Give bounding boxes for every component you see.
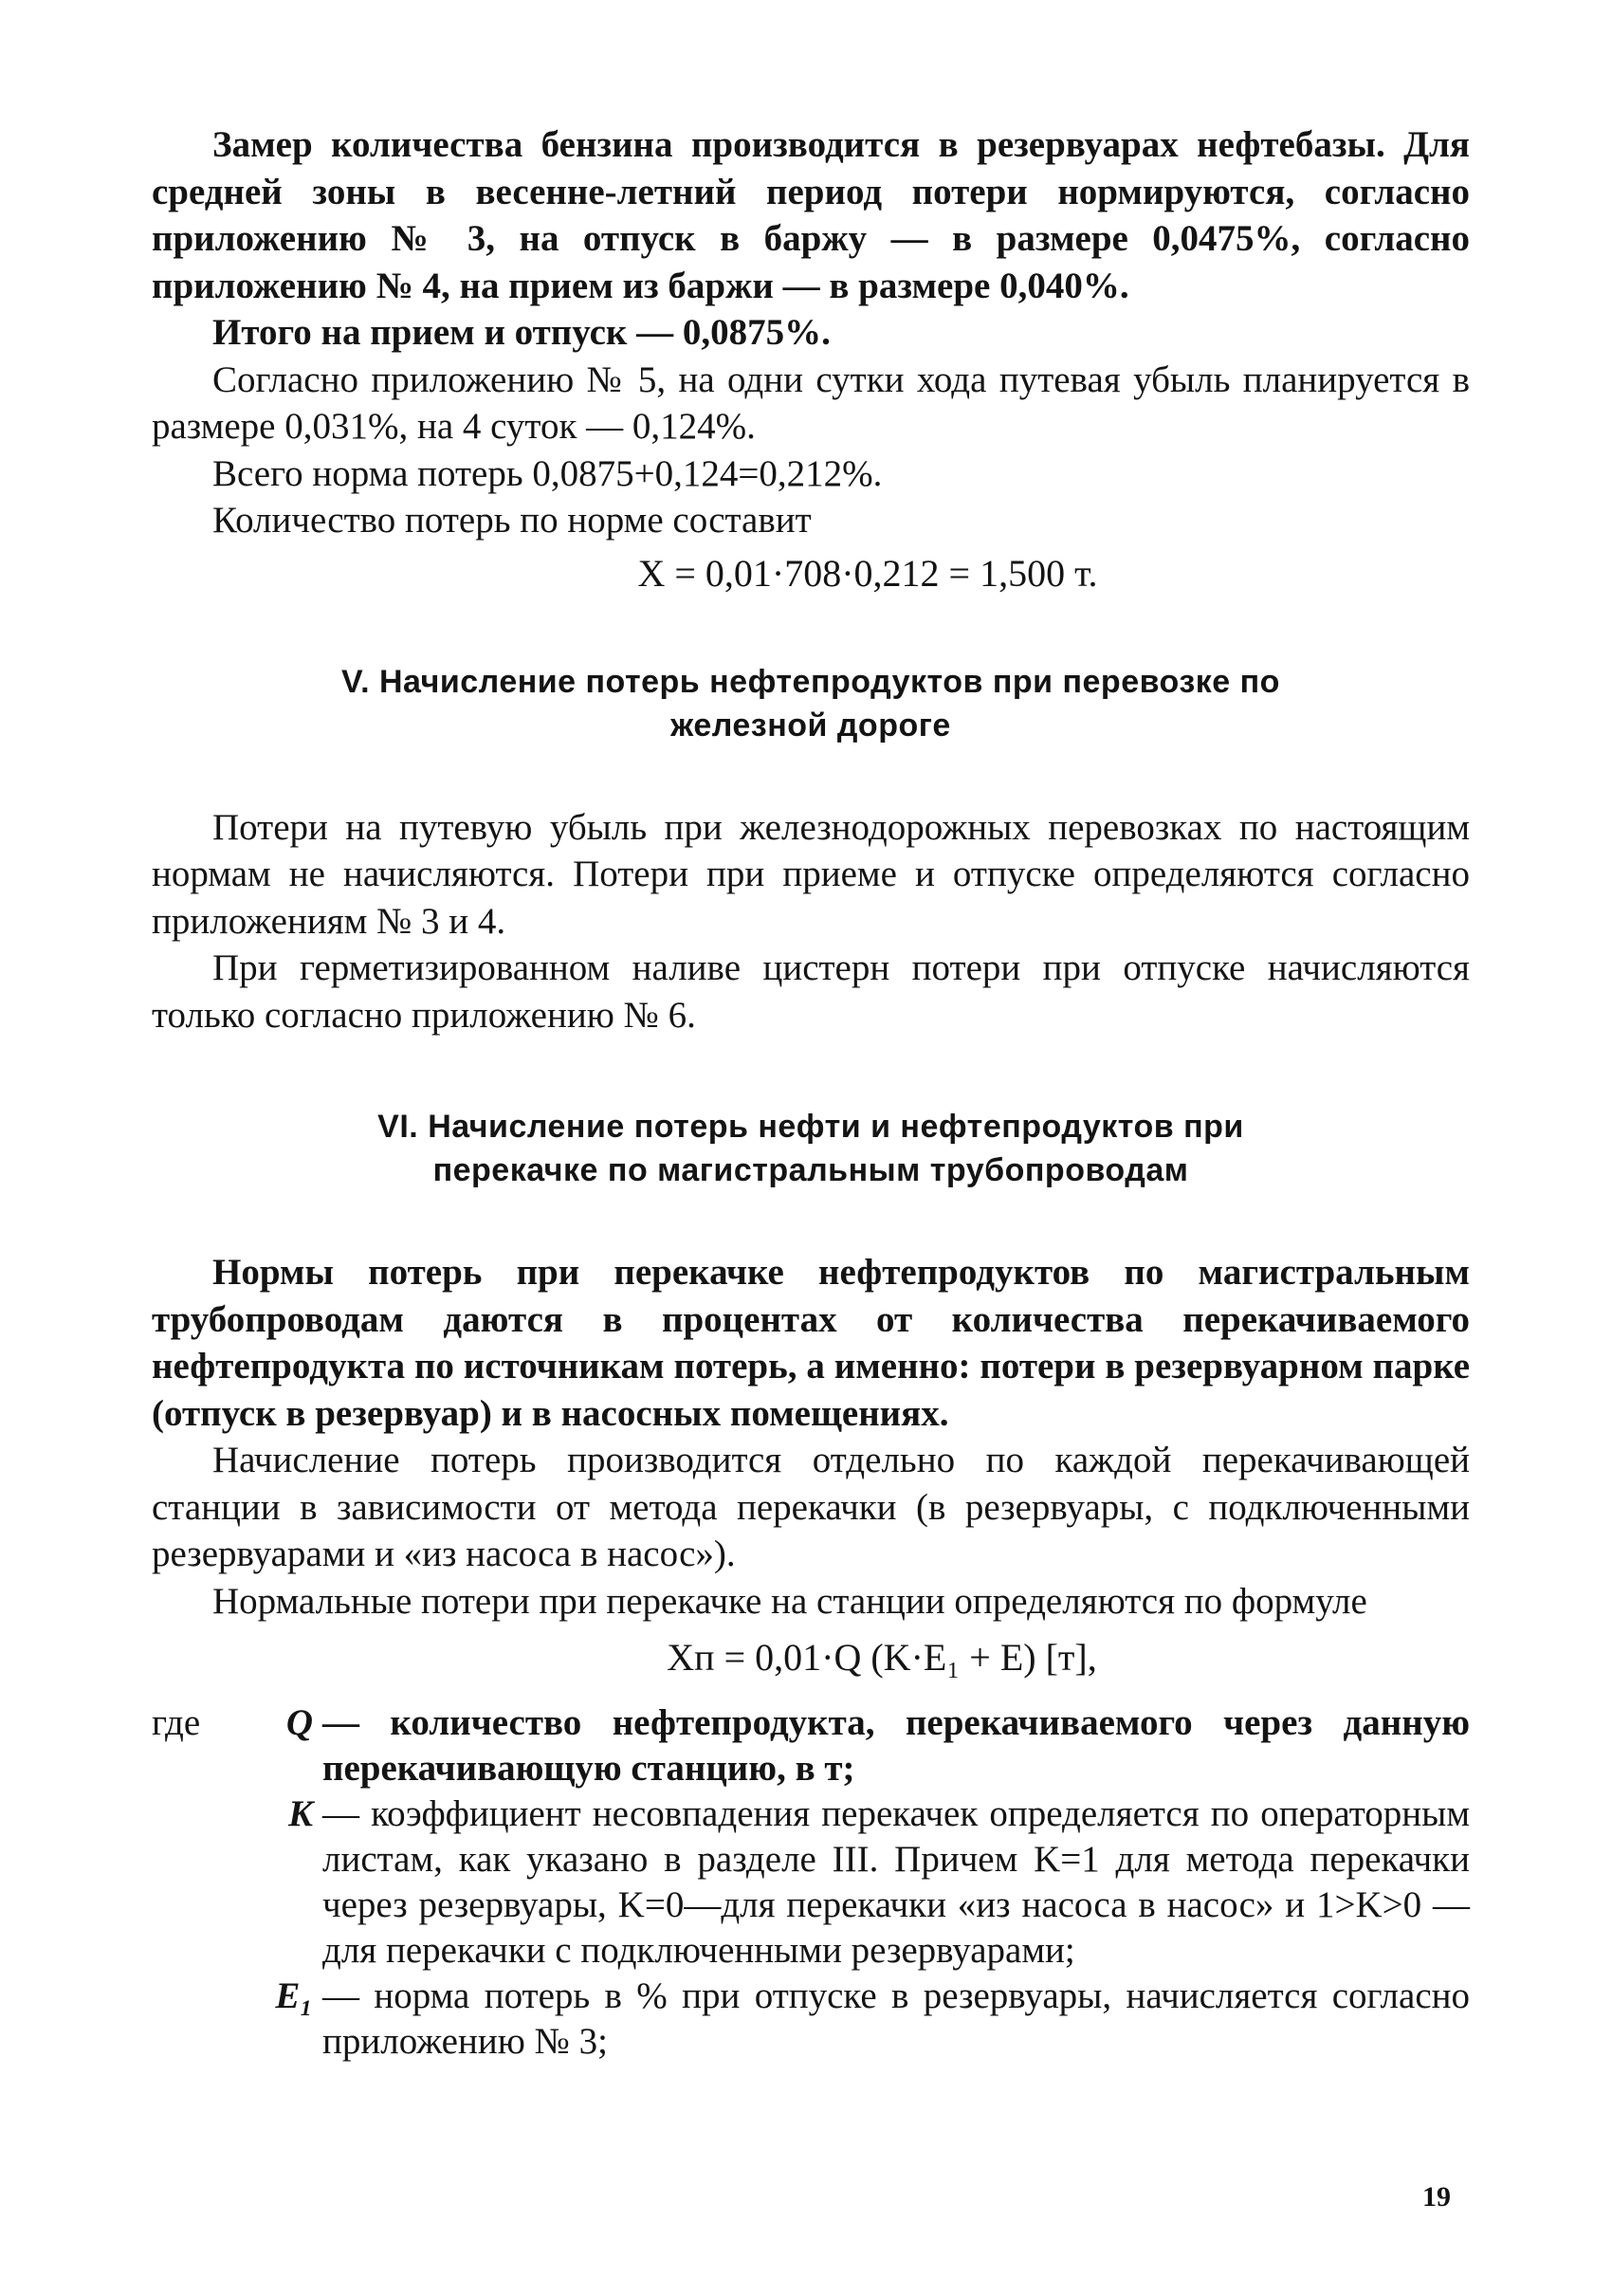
section-heading-6-line1: VI. Начисление потерь нефти и нефтепродуктов при: [377, 1109, 1244, 1145]
paragraph-total: Итого на прием и отпуск — 0,0875%.: [212, 312, 831, 353]
paragraph-pipeline-norms: Нормы потерь при перекачке нефтепродуктов по магистральным трубопроводам даются в процентах от количества перекачиваемого нефтепродукта по источникам потерь, а именно: потери в резервуарном парке (отпуск в резервуар) и в насосных помещениях.: [152, 1252, 1470, 1434]
definition-symbol: Q: [285, 1702, 313, 1743]
definition-row: [152, 1791, 1470, 1974]
paragraph-railway-losses: Потери на путевую убыль при железнодорожных перевозках по настоящим нормам не начисляются. Потери при приеме и отпуске определяются согласно приложениям № 3 и 4.: [152, 806, 1470, 942]
page-number: 19: [1422, 2181, 1451, 2213]
paragraph-loss-quantity: Количество потерь по норме составит: [212, 500, 812, 541]
section-heading-5: [152, 660, 1470, 747]
formula-definitions: [152, 1700, 1470, 2065]
definition-text: — коэффициент несовпадения перекачек определяется по операторным листам, как указано в разделе III. Причем K=1 для метода перекачки через резервуары, K=0—для перекачки «из насоса в насос» и 1>K>0 — для перекачки с подключенными резервуарами;: [322, 1793, 1470, 1971]
paragraph-norm-total: Всего норма потерь 0,0875+0,124=0,212%.: [212, 452, 883, 494]
definition-text: — количество нефтепродукта, перекачиваемого через данную перекачивающую станцию, в т;: [322, 1702, 1470, 1789]
paragraph-measurement: Замер количества бензина производится в резервуарах нефтебазы. Для средней зоны в весенне-летний период потери нормируются, согласно приложению № 3, на отпуск в баржу — в размере 0,0475%, согласно приложению № 4, на прием из баржи — в размере 0,040%.: [152, 124, 1470, 306]
definition-text: — норма потерь в % при отпуске в резервуары, начисляется согласно приложению № 3;: [322, 1975, 1470, 2062]
definition-lead: где: [152, 1702, 201, 1743]
definition-row: [152, 1974, 1470, 2065]
formula-loss-quantity: X = 0,01·708·0,212 = 1,500 т.: [637, 551, 1098, 595]
document-page: [152, 121, 1470, 2065]
definition-symbol: E₁: [275, 1975, 313, 2016]
paragraph-loss-calculation: Начисление потерь производится отдельно по каждой перекачивающей станции в зависимости от метода перекачки (в резервуары, с подключенными резервуарами и «из насоса в насос»).: [152, 1440, 1470, 1574]
paragraph-travel-loss: Согласно приложению № 5, на одни сутки хода путевая убыль планируется в размере 0,031%, на 4 суток — 0,124%.: [152, 358, 1470, 447]
section-heading-5-line1: V. Начисление потерь нефтепродуктов при перевозке по: [341, 663, 1280, 700]
section-heading-5-line2: железной дороге: [670, 707, 951, 744]
section-heading-6: [152, 1105, 1470, 1192]
section-heading-6-line2: перекачке по магистральным трубопроводам: [432, 1152, 1189, 1188]
paragraph-sealed-filling: При герметизированном наливе цистерн потери при отпуске начисляются только согласно приложению № 6.: [152, 947, 1470, 1036]
definition-symbol: K: [287, 1793, 313, 1834]
definition-row: [152, 1700, 1470, 1791]
formula-normal-losses: Xп = 0,01·Q (K·E₁ + E) [т],: [667, 1636, 1097, 1679]
paragraph-formula-intro: Нормальные потери при перекачке на станции определяются по формуле: [212, 1580, 1367, 1622]
